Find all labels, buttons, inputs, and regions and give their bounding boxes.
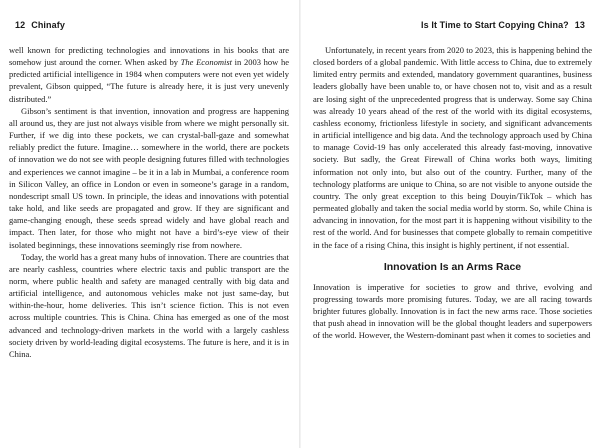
right-body-text bbox=[313, 44, 592, 342]
right-page-number: 13 bbox=[574, 20, 585, 30]
left-paragraph-3: Today, the world has a great many hubs of innovation. There are countries that are nearly cashless, countries where electric taxis and public transport are the norm, where public health and safety are managed centrally with big data and artificial intelligence, and autonomous vehicles make not just same-day, but within-the-hour, home deliveries. This isn’t science fiction. This is not even across multiple countries. This is China. China has emerged as one of the most advanced and technology-driven markets in the world with a largely cashless society driven by world-leading digital ecosystems. The future is here, and it is in China. bbox=[9, 251, 289, 359]
left-running-head bbox=[9, 20, 65, 30]
right-running-title: Is It Time to Start Copying China? bbox=[421, 20, 569, 30]
right-paragraph-1: Unfortunately, in recent years from 2020 to 2023, this is happening behind the closed borders of a global pandemic. With little access to China, due to extremely limited entry permits and extended, mandatory government quarantines, business leaders globally have been unable to, or have chosen not to, visit and as a result are losing sight of the unprecedented progress that is underway. Some say China was already 10 years ahead of the rest of the world with its digital ecosystems, cashless economy, frictionless lifestyle in society, and significant advancements in artificial intelligence and big data. And the technology approach used by China to manage Covid-19 has only accelerated this already fast-moving, innovative society. But sadly, the Great Firewall of China works both ways, limiting information not only into, but also out of the country. Further, many of the technology platforms are unique to China, so are not visible to anyone outside the country. The only great exception to this being Douyin/TikTok – which has permeated globally and taken the social media world by storm. So, while China is advancing in innovation, for the most part it is happening without visibility to the rest of the world. And for businesses that compete globally to remain competitive in the face of a rising China, this insight is highly pertinent, if not essential. bbox=[313, 45, 592, 250]
left-paragraph-1-part-b: in 2003 how he predicted artificial intelligence in 1984 when computers were not even yet widely prevalent, Gibson quipped, “The future is already here, it is just very unevenly distributed.” bbox=[9, 57, 289, 104]
left-paragraph-1 bbox=[9, 44, 289, 105]
right-paragraph-2: Innovation is imperative for societies to grow and thrive, evolving and progressing towards more promising futures. Today, we are all racing towards brighter futures globally. Innovation is in fact the new arms race. Those societies that push ahead in innovation will be the global thought leaders and superpowers of the world. However, the Western-dominant past when it comes to societies and bbox=[313, 281, 592, 341]
left-running-title: Chinafy bbox=[31, 20, 65, 30]
right-page bbox=[300, 0, 600, 448]
left-page-number: 12 bbox=[15, 20, 26, 30]
left-paragraph-2: Gibson’s sentiment is that invention, innovation and progress are happening all around us, they are just not always visible from where we might personally sit. Further, if we dig into these pockets, we can crystal-ball-gaze and somewhat reliably predict the future. Imagine… somewhere in the world, there are pockets of innovation we do not see with people designing futures filled with technologies and experiences we cannot imagine – be it in a lab in Mumbai, a conference room in Silicon Valley, an office in London or even in someone’s garage in a random, nondescript small US town. In principle, the ideas and innovations with potential take hold, and like seeds are propagated and grow. If they are significant and game-changing enough, these seeds spread widely and have global reach and impact. Then later, for those who might not have a bird’s-eye view of their isolated beginnings, these innovations seemingly rise from nowhere. bbox=[9, 105, 289, 250]
left-paragraph-1-part-a: well known for predicting technologies and innovations in his books that are somehow just around the corner. When asked by bbox=[9, 45, 289, 68]
right-running-head bbox=[421, 20, 591, 30]
publication-title: The Economist bbox=[180, 57, 232, 68]
section-heading: Innovation Is an Arms Race bbox=[383, 260, 522, 273]
left-body-text bbox=[9, 44, 289, 360]
